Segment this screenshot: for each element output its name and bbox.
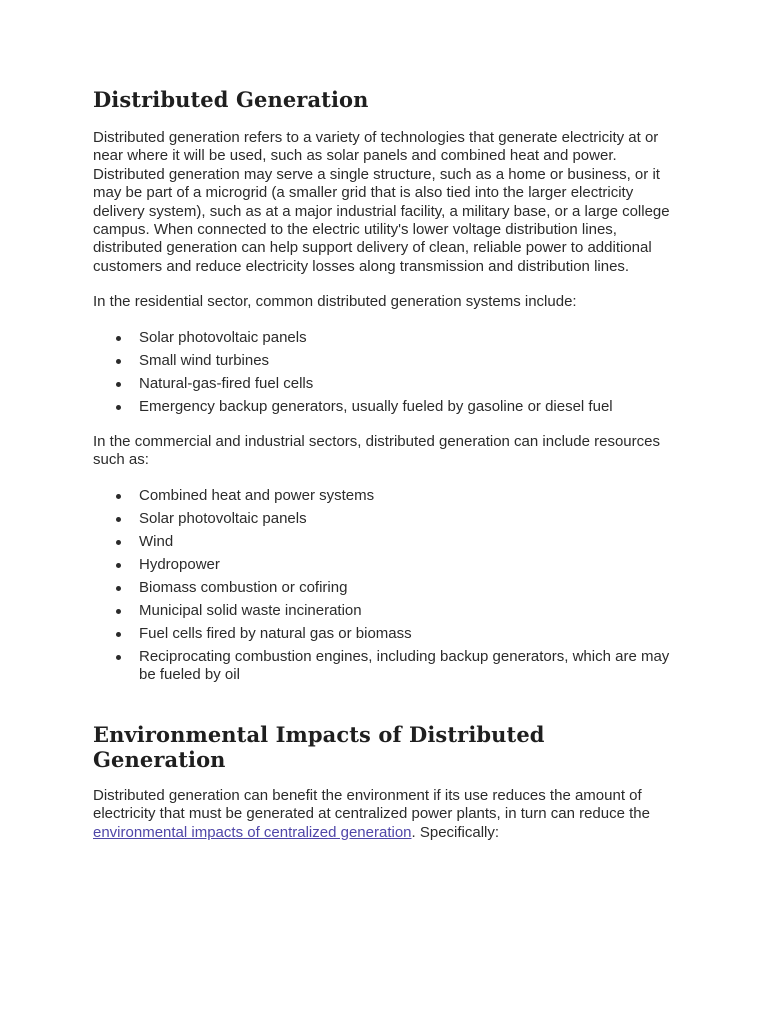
section-heading: Distributed Generation: [93, 87, 369, 112]
intro-paragraph: Distributed generation refers to a variety of technologies that generate electricity at or near where it will be used, such as solar panels and combined heat and power. Distributed generation may serve a single structure, such as a home or business, or it may be part of a microgrid (a smaller grid that is also tied into the larger electricity delivery system), such as at a major industrial facility, a military base, or a large college campus. When connected to the electric utility's lower voltage distribution lines, distributed generation can help support delivery of clean, reliable power to additional customers and reduce electricity losses along transmission and distribution lines.: [93, 129, 670, 275]
bullet-icon: [116, 494, 121, 499]
list-item-text: Wind: [139, 532, 174, 550]
bullet-icon: [116, 632, 121, 637]
residential-list: [93, 329, 683, 416]
list-item: [93, 352, 683, 370]
list-item: [93, 533, 683, 551]
list-item: [93, 329, 683, 347]
list-item-text: Natural-gas-fired fuel cells: [139, 374, 314, 392]
list-item-text: Combined heat and power systems: [139, 486, 375, 504]
commercial-intro-paragraph: In the commercial and industrial sectors, distributed generation can include resources such as:: [93, 433, 660, 469]
residential-intro-paragraph: In the residential sector, common distributed generation systems include:: [93, 293, 577, 311]
commercial-list: [93, 487, 683, 685]
list-item-text: Emergency backup generators, usually fueled by gasoline or diesel fuel: [139, 397, 613, 415]
bullet-icon: [116, 586, 121, 591]
list-item-text: Hydropower: [139, 555, 220, 573]
bullet-icon: [116, 563, 121, 568]
bullet-icon: [116, 382, 121, 387]
bullet-icon: [116, 359, 121, 364]
environmental-paragraph: [93, 787, 683, 842]
list-item: [93, 602, 683, 620]
bullet-icon: [116, 517, 121, 522]
bullet-icon: [116, 336, 121, 341]
list-item: [93, 579, 683, 597]
list-item-text: Fuel cells fired by natural gas or biomass: [139, 624, 412, 642]
list-item: [93, 648, 683, 685]
list-item: [93, 625, 683, 643]
list-item: [93, 487, 683, 505]
paragraph-text: . Specifically:: [411, 823, 500, 841]
bullet-icon: [116, 655, 121, 660]
list-item-text: Biomass combustion or cofiring: [139, 578, 348, 596]
document-page: [93, 84, 683, 859]
list-item-text: Municipal solid waste incineration: [139, 601, 362, 619]
list-item-text: Reciprocating combustion engines, including backup generators, which are may be fueled by oil: [139, 647, 670, 684]
list-item: [93, 375, 683, 393]
list-item: [93, 510, 683, 528]
list-item-text: Solar photovoltaic panels: [139, 509, 307, 527]
list-item: [93, 398, 683, 416]
paragraph-text: Distributed generation can benefit the environment if its use reduces the amount of electricity that must be generated at centralized power plants, in turn can reduce the: [93, 786, 650, 823]
list-item-text: Small wind turbines: [139, 351, 270, 369]
bullet-icon: [116, 405, 121, 410]
bullet-icon: [116, 540, 121, 545]
environmental-impacts-link[interactable]: environmental impacts of centralized generation: [93, 823, 412, 841]
bullet-icon: [116, 609, 121, 614]
section-heading: Environmental Impacts of Distributed Generation: [93, 721, 545, 772]
list-item: [93, 556, 683, 574]
list-item-text: Solar photovoltaic panels: [139, 328, 307, 346]
